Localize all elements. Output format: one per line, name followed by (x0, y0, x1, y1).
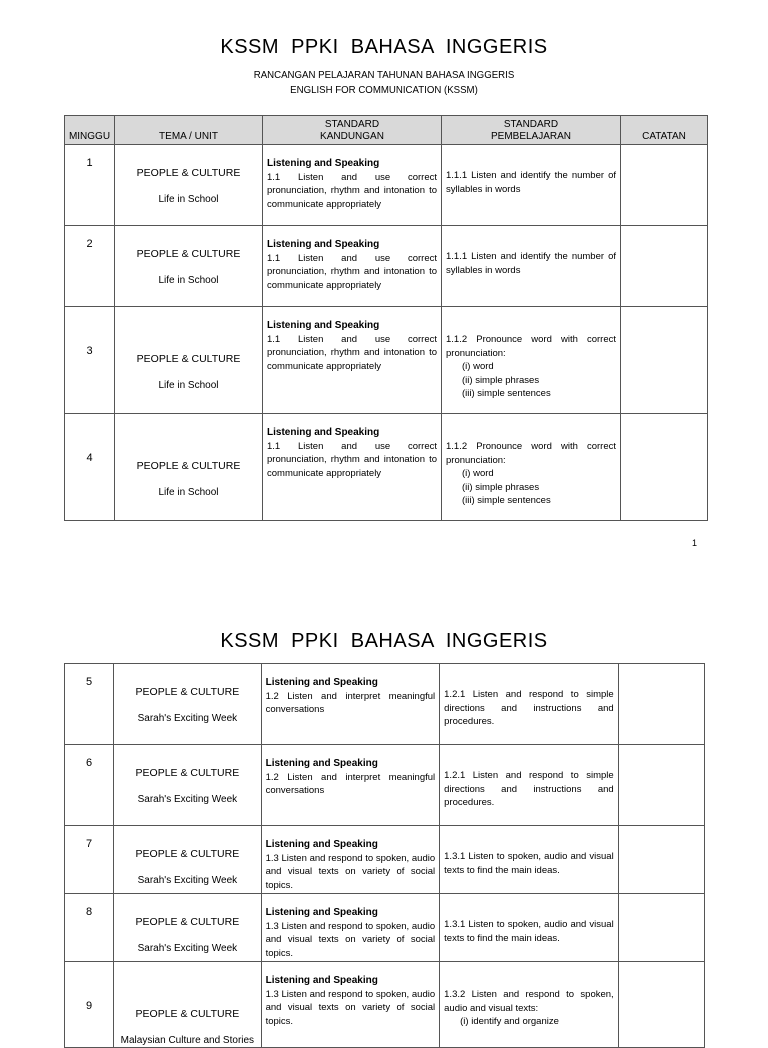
list-item: (i) word (462, 361, 494, 372)
week-number-cell (65, 145, 115, 226)
theme-label: PEOPLE & CULTURE (136, 167, 241, 179)
learning-standard-cell (440, 894, 619, 962)
notes-cell (618, 894, 704, 962)
theme-unit-cell (115, 414, 263, 521)
header-pembelajaran (442, 116, 621, 145)
theme-label: PEOPLE & CULTURE (136, 353, 241, 365)
notes-cell (618, 745, 704, 826)
learning-standard-list (446, 360, 616, 401)
content-standard-cell (261, 826, 440, 894)
content-standard-text: 1.1 Listen and use correct pronunciation, rhythm and intonation to communicate appropriately (267, 171, 437, 210)
notes-cell (618, 664, 704, 745)
theme-unit-cell (115, 226, 263, 307)
theme-label: PEOPLE & CULTURE (136, 248, 241, 260)
skill-heading: Listening and Speaking (265, 839, 378, 850)
content-standard-cell (263, 226, 442, 307)
learning-standard-text: 1.1.1 Listen and identify the number of syllables in words (446, 170, 616, 195)
skill-heading: Listening and Speaking (267, 320, 380, 331)
content-standard-cell (263, 307, 442, 414)
week-number: 5 (86, 676, 93, 688)
theme-unit-cell (115, 307, 263, 414)
learning-standard-cell (440, 826, 619, 894)
notes-cell (621, 414, 708, 521)
document-title: KSSM PPKI BAHASA INGGERIS (220, 36, 548, 58)
table-row (65, 226, 708, 307)
skill-heading: Listening and Speaking (265, 677, 378, 688)
week-number-cell (65, 307, 115, 414)
learning-standard-cell (440, 664, 619, 745)
header-kandungan-line1: STANDARD (324, 119, 380, 130)
theme-label: PEOPLE & CULTURE (135, 1008, 240, 1020)
week-number-cell (65, 664, 114, 745)
theme-unit-cell (115, 145, 263, 226)
skill-heading: Listening and Speaking (265, 758, 378, 769)
week-number-cell (65, 894, 114, 962)
week-number: 4 (86, 452, 93, 464)
header-kandungan (263, 116, 442, 145)
content-standard-cell (263, 414, 442, 521)
table-row (65, 826, 705, 894)
theme-label: PEOPLE & CULTURE (135, 767, 240, 779)
learning-standard-text: 1.1.2 Pronounce word with correct pronunciation: (446, 334, 616, 359)
theme-label: PEOPLE & CULTURE (135, 848, 240, 860)
header-minggu: MINGGU (65, 116, 115, 145)
table-row (65, 894, 705, 962)
theme-unit-cell (114, 826, 261, 894)
theme-unit-cell (114, 962, 261, 1048)
content-standard-text: 1.3 Listen and respond to spoken, audio and visual texts on variety of social topics. (265, 920, 436, 959)
unit-label: Sarah's Exciting Week (137, 874, 238, 886)
learning-standard-cell (440, 962, 619, 1048)
header-catatan: CATATAN (621, 116, 708, 145)
content-standard-cell (261, 894, 440, 962)
document-title-page2: KSSM PPKI BAHASA INGGERIS (220, 630, 548, 652)
learning-standard-text: 1.3.1 Listen to spoken, audio and visual texts to find the main ideas. (444, 919, 614, 944)
week-number: 7 (86, 838, 93, 850)
notes-cell (621, 307, 708, 414)
content-standard-text: 1.1 Listen and use correct pronunciation, rhythm and intonation to communicate appropriately (267, 333, 437, 372)
theme-label: PEOPLE & CULTURE (135, 686, 240, 698)
theme-unit-cell (114, 664, 261, 745)
table-row (65, 664, 705, 745)
table-row (65, 414, 708, 521)
list-item: (iii) simple sentences (462, 388, 551, 399)
week-number-cell (65, 745, 114, 826)
table-row (65, 307, 708, 414)
table-body-page2 (65, 664, 705, 1048)
week-number-cell (65, 826, 114, 894)
learning-standard-cell (442, 307, 621, 414)
content-standard-text: 1.2 Listen and interpret meaningful conversations (265, 690, 436, 715)
content-standard-text: 1.1 Listen and use correct pronunciation, rhythm and intonation to communicate appropriately (267, 252, 437, 291)
learning-standard-text: 1.3.1 Listen to spoken, audio and visual texts to find the main ideas. (444, 851, 614, 876)
week-number-cell (65, 962, 114, 1048)
skill-heading: Listening and Speaking (267, 158, 380, 169)
learning-standard-list (444, 1015, 614, 1029)
document-page-2 (0, 580, 768, 1046)
unit-label: Sarah's Exciting Week (137, 712, 238, 724)
skill-heading: Listening and Speaking (267, 427, 380, 438)
skill-heading: Listening and Speaking (265, 907, 378, 918)
week-number-cell (65, 414, 115, 521)
list-item: (i) word (462, 468, 494, 479)
lesson-plan-table (64, 115, 708, 521)
notes-cell (618, 962, 704, 1048)
page-number: 1 (692, 538, 698, 548)
unit-label: Malaysian Culture and Stories (120, 1034, 255, 1046)
table-row (65, 962, 705, 1048)
learning-standard-cell (442, 414, 621, 521)
notes-cell (618, 826, 704, 894)
theme-label: PEOPLE & CULTURE (135, 916, 240, 928)
content-standard-cell (261, 962, 440, 1048)
skill-heading: Listening and Speaking (267, 239, 380, 250)
header-tema: TEMA / UNIT (115, 116, 263, 145)
week-number: 2 (86, 238, 93, 250)
learning-standard-cell (442, 226, 621, 307)
week-number: 6 (86, 757, 93, 769)
content-standard-text: 1.1 Listen and use correct pronunciation, rhythm and intonation to communicate appropriately (267, 440, 437, 479)
unit-label: Life in School (158, 193, 219, 205)
content-standard-cell (261, 664, 440, 745)
learning-standard-text: 1.1.2 Pronounce word with correct pronunciation: (446, 441, 616, 466)
theme-unit-cell (114, 745, 261, 826)
list-item: (ii) simple phrases (462, 374, 540, 386)
table-body-page1 (65, 145, 708, 521)
week-number: 3 (86, 345, 93, 357)
theme-unit-cell (114, 894, 261, 962)
content-standard-text: 1.3 Listen and respond to spoken, audio and visual texts on variety of social topics. (265, 988, 436, 1027)
list-item: (ii) simple phrases (462, 481, 540, 493)
week-number-cell (65, 226, 115, 307)
content-standard-cell (263, 145, 442, 226)
header-kandungan-line2: KANDUNGAN (320, 131, 384, 142)
list-item: (i) identify and organize (460, 1016, 559, 1027)
learning-standard-text: 1.2.1 Listen and respond to simple directions and instructions and procedures. (444, 770, 614, 808)
week-number: 1 (86, 157, 93, 169)
week-number: 8 (86, 906, 93, 918)
document-subtitle-line2: ENGLISH FOR COMMUNICATION (KSSM) (290, 84, 478, 96)
learning-standard-text: 1.1.1 Listen and identify the number of syllables in words (446, 251, 616, 276)
learning-standard-cell (442, 145, 621, 226)
table-row (65, 145, 708, 226)
content-standard-cell (261, 745, 440, 826)
learning-standard-text: 1.2.1 Listen and respond to simple directions and instructions and procedures. (444, 689, 614, 727)
learning-standard-text: 1.3.2 Listen and respond to spoken, audio and visual texts: (444, 989, 614, 1014)
learning-standard-list (446, 467, 616, 508)
lesson-plan-table-continued (64, 663, 705, 1048)
document-subtitle-line1: RANCANGAN PELAJARAN TAHUNAN BAHASA INGGERIS (253, 69, 515, 81)
skill-heading: Listening and Speaking (265, 975, 378, 986)
week-number: 9 (86, 1000, 93, 1012)
content-standard-text: 1.3 Listen and respond to spoken, audio and visual texts on variety of social topics. (265, 852, 436, 891)
list-item: (iii) simple sentences (462, 495, 551, 506)
learning-standard-cell (440, 745, 619, 826)
header-pembelajaran-line2: PEMBELAJARAN (490, 131, 572, 142)
unit-label: Life in School (158, 379, 219, 391)
table-row (65, 745, 705, 826)
unit-label: Sarah's Exciting Week (137, 793, 238, 805)
unit-label: Life in School (158, 274, 219, 286)
table-header-row (65, 116, 708, 145)
notes-cell (621, 226, 708, 307)
header-pembelajaran-line1: STANDARD (503, 119, 559, 130)
unit-label: Life in School (158, 486, 219, 498)
unit-label: Sarah's Exciting Week (137, 942, 238, 954)
content-standard-text: 1.2 Listen and interpret meaningful conversations (265, 771, 436, 796)
notes-cell (621, 145, 708, 226)
theme-label: PEOPLE & CULTURE (136, 460, 241, 472)
